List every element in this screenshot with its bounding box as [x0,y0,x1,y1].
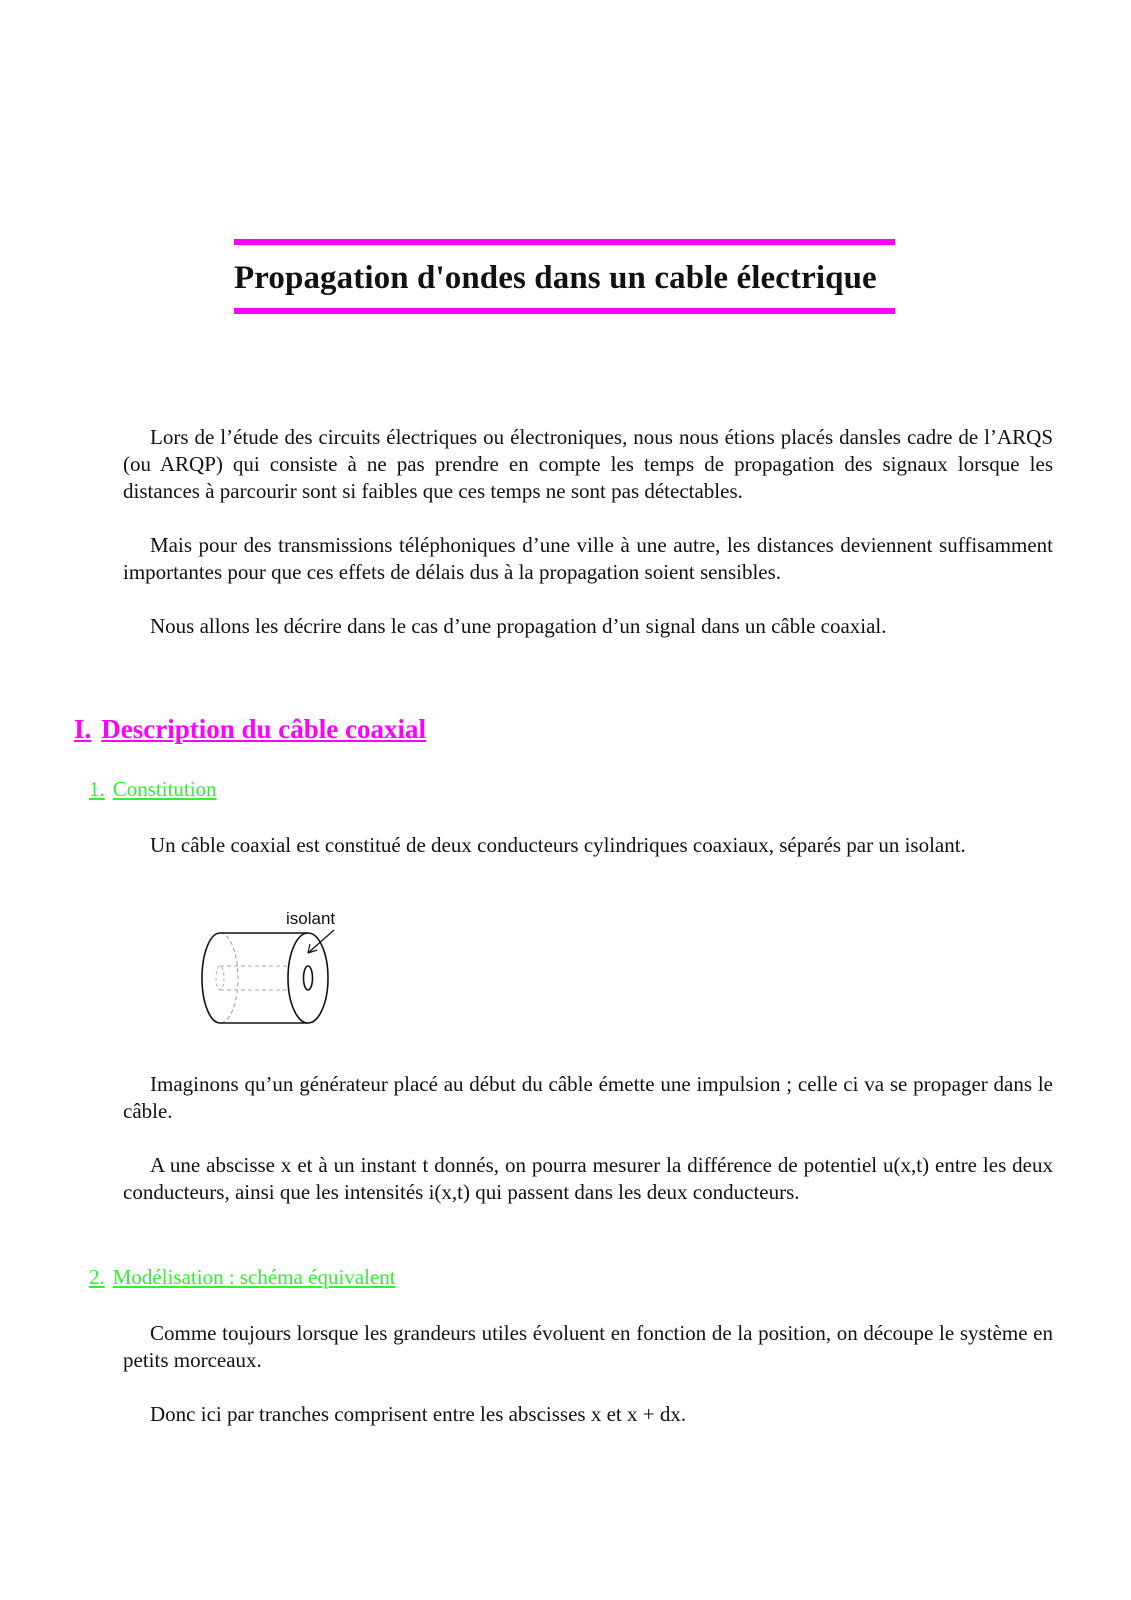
document-title: Propagation d'ondes dans un cable électrique [234,260,877,296]
cable-back-edge [220,933,238,1023]
constitution-paragraph-1: Un câble coaxial est constitué de deux conducteurs cylindriques coaxiaux, séparés par un isolant. [150,833,966,857]
constitution-paragraph-2: Imaginons qu’un générateur placé au début du câble émette une impulsion ; celle ci va se propager dans le câble. [123,1072,1053,1123]
modelisation-paragraph-1: Comme toujours lorsque les grandeurs utiles évoluent en fonction de la position, on découpe le système en petits morceaux. [123,1321,1053,1372]
intro-paragraph-1: Lors de l’étude des circuits électriques ou électroniques, nous nous étions placés dansles cadre de l’ARQS (ou ARQP) qui consiste à ne pas prendre en compte les temps de propagation des signaux lorsque les distances à parcourir sont si faibles que ces temps ne sont pas détectables. [123,425,1053,503]
cable-left-edge [202,933,220,1023]
inner-conductor-front [304,966,313,990]
title-rule-top [234,239,895,245]
subsection-title: Constitution [112,777,217,801]
title-rule-bottom [234,308,895,314]
subsection-heading-constitution [89,776,217,802]
subsection-heading-modelisation [89,1264,396,1290]
intro-paragraph-3: Nous allons les décrire dans le cas d’une propagation d’un signal dans un câble coaxial. [150,614,887,638]
subsection-number: 2. [89,1265,105,1289]
coaxial-cable-diagram [190,908,350,1038]
modelisation-paragraph-2: Donc ici par tranches comprisent entre les abscisses x et x + dx. [150,1402,687,1426]
isolant-label: isolant [286,909,336,928]
section-heading [74,713,426,745]
inner-conductor-back [216,966,224,990]
constitution-paragraph-3: A une abscisse x et à un instant t donnés, on pourra mesurer la différence de potentiel u(x,t) entre les deux conducteurs, ainsi que les intensités i(x,t) qui passent dans les deux conducteurs. [123,1153,1053,1204]
subsection-number: 1. [89,777,105,801]
intro-paragraph-2: Mais pour des transmissions téléphoniques d’une ville à une autre, les distances deviennent suffisamment importantes pour que ces effets de délais dus à la propagation soient sensibles. [123,533,1053,584]
subsection-title: Modélisation : schéma équivalent [112,1265,396,1289]
section-title: Description du câble coaxial [101,714,427,744]
section-number: I. [74,714,92,744]
